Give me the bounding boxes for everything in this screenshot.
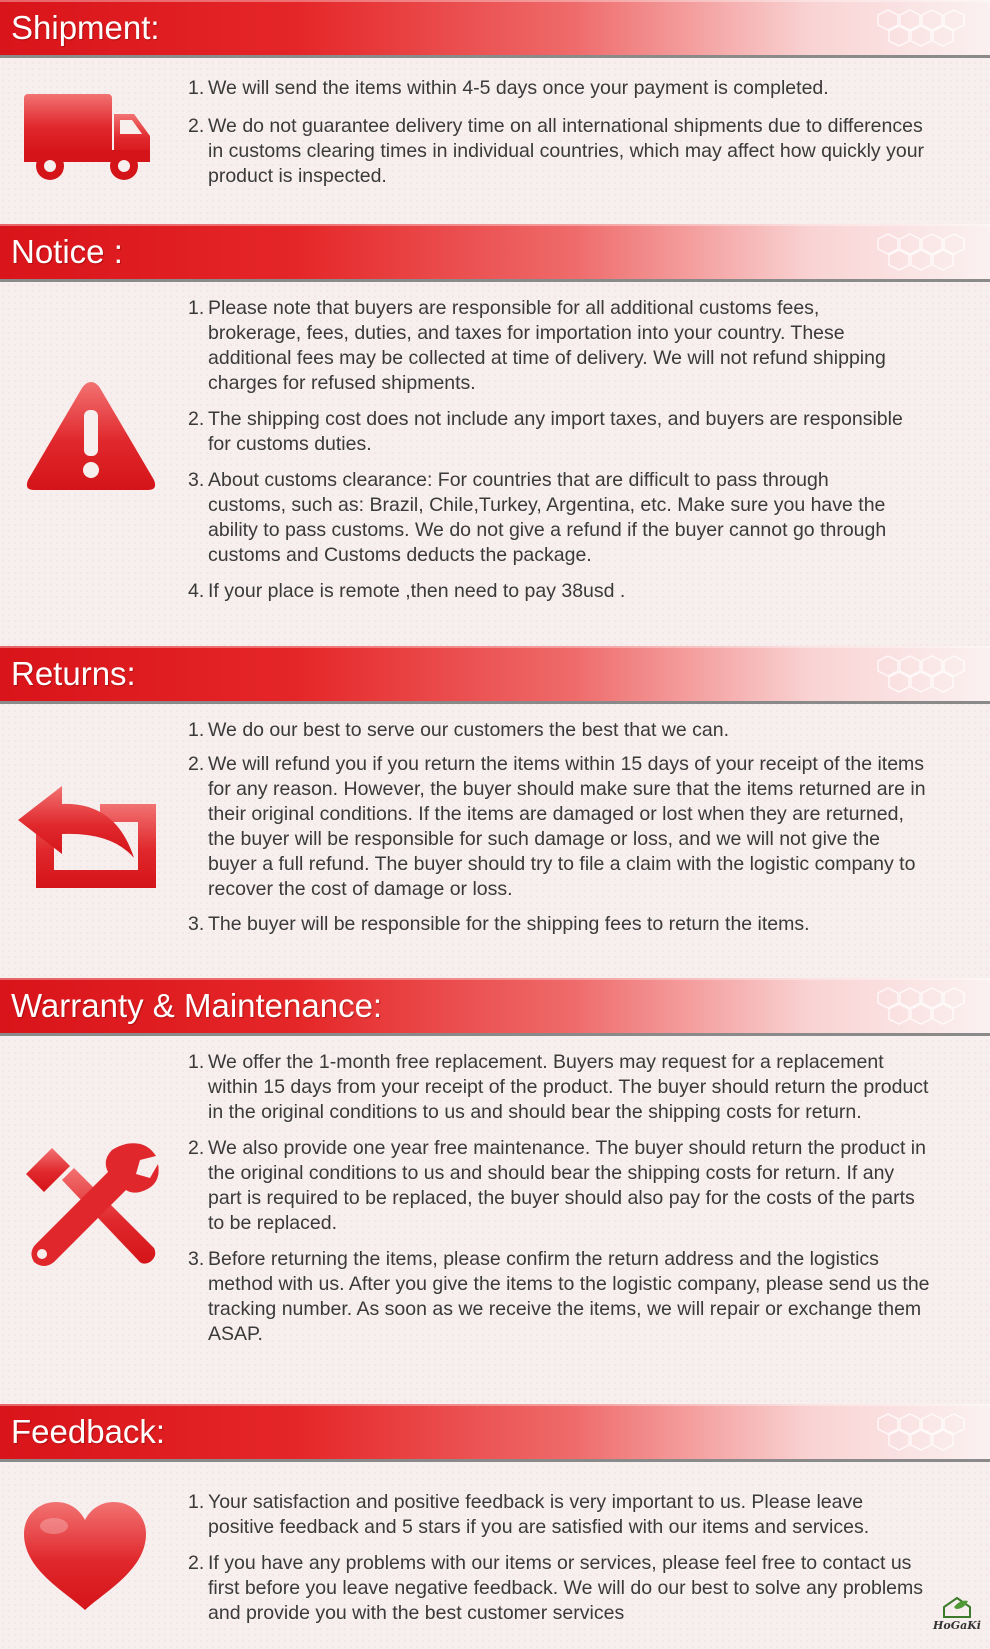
hexagon-pattern-icon bbox=[876, 1412, 976, 1452]
warranty-list bbox=[188, 1050, 933, 1347]
item-text: We also provide one year free maintenance. The buyer should return the product in the original conditions to us and should bear the shipping costs for return. If any part is required to be replaced, the buyer should also pay for the costs of the parts to be replaced. bbox=[208, 1137, 926, 1234]
warning-icon bbox=[24, 378, 158, 494]
hexagon-pattern-icon bbox=[876, 8, 976, 48]
item-number: 3. bbox=[188, 1248, 205, 1270]
shipment-banner bbox=[0, 0, 990, 58]
item-text: We do not guarantee delivery time on all international shipments due to differences in customs clearing times in individual countries, which may affect how quickly your product is inspected. bbox=[208, 115, 925, 187]
return-arrow-icon bbox=[16, 784, 158, 892]
list-item bbox=[188, 76, 928, 101]
list-item bbox=[188, 296, 908, 396]
returns-list bbox=[188, 718, 928, 937]
list-item bbox=[188, 912, 928, 937]
item-number: 3. bbox=[188, 469, 205, 491]
list-item bbox=[188, 1551, 928, 1626]
item-text: Please note that buyers are responsible for all additional customs fees, brokerage, fees, duties, and taxes for importation into your country. These additional fees may be collected at time of delivery. We will not refund shipping charges for refused shipments. bbox=[208, 297, 886, 394]
hexagon-pattern-icon bbox=[876, 654, 976, 694]
item-text: We will refund you if you return the items within 15 days of your receipt of the items for any reason. However, the buyer should make sure that the items returned are in their original conditions. If the items are damaged or lost when they are returned, the buyer will be responsible for such damage or loss, and we will not give the buyer a full refund. The buyer should try to file a claim with the logistic company to recover the cost of damage or loss. bbox=[208, 753, 926, 900]
item-text: The shipping cost does not include any import taxes, and buyers are responsible for customs duties. bbox=[208, 408, 903, 455]
item-text: We do our best to serve our customers the best that we can. bbox=[208, 719, 729, 741]
section-title: Feedback: bbox=[11, 1413, 166, 1450]
shipment-list bbox=[188, 76, 928, 189]
item-number: 1. bbox=[188, 77, 205, 99]
list-item bbox=[188, 114, 928, 189]
truck-icon bbox=[22, 92, 152, 184]
list-item bbox=[188, 1136, 933, 1236]
item-text: If your place is remote ,then need to pay 38usd . bbox=[208, 580, 626, 602]
list-item bbox=[188, 407, 908, 457]
brand-logo bbox=[930, 1595, 984, 1637]
section-title: Returns: bbox=[11, 655, 136, 692]
feedback-list bbox=[188, 1490, 928, 1626]
list-item bbox=[188, 718, 928, 743]
item-number: 2. bbox=[188, 1552, 205, 1574]
heart-icon bbox=[22, 1500, 148, 1612]
item-text: We offer the 1-month free replacement. Buyers may request for a replacement within 15 days from your receipt of the product. The buyer should return the product in the original conditions to us and should bear the shipping costs for return. bbox=[208, 1051, 929, 1123]
item-number: 3. bbox=[188, 913, 205, 935]
item-number: 4. bbox=[188, 580, 205, 602]
list-item bbox=[188, 468, 908, 568]
item-text: If you have any problems with our items or services, please feel free to contact us first before you leave negative feedback. We will do our best to solve any problems and provide you with the best customer services bbox=[208, 1552, 924, 1624]
feedback-banner bbox=[0, 1404, 990, 1462]
item-number: 2. bbox=[188, 408, 205, 430]
item-number: 1. bbox=[188, 1051, 205, 1073]
section-title: Warranty & Maintenance: bbox=[11, 987, 383, 1024]
tools-icon bbox=[22, 1138, 160, 1272]
returns-banner bbox=[0, 646, 990, 704]
list-item bbox=[188, 1247, 933, 1347]
item-text: The buyer will be responsible for the shipping fees to return the items. bbox=[208, 913, 810, 935]
warranty-banner bbox=[0, 978, 990, 1036]
section-title: Shipment: bbox=[11, 9, 160, 46]
item-text: About customs clearance: For countries that are difficult to pass through customs, such as: Brazil, Chile,Turkey, Argentina, etc. Make sure you have the ability to pass customs. We do not give a refund if the buyer cannot go through customs and Customs deducts the package. bbox=[208, 469, 887, 566]
list-item bbox=[188, 1050, 933, 1125]
notice-list bbox=[188, 296, 908, 604]
item-text: Before returning the items, please confirm the return address and the logistics method with us. After you give the items to the logistic company, please send us the tracking number. As soon as we receive the items, we will repair or exchange them ASAP. bbox=[208, 1248, 930, 1345]
item-number: 1. bbox=[188, 719, 205, 741]
item-number: 2. bbox=[188, 1137, 205, 1159]
list-item bbox=[188, 752, 928, 902]
item-number: 2. bbox=[188, 753, 205, 775]
logo-text: HoGaKi bbox=[933, 1619, 981, 1632]
notice-banner bbox=[0, 224, 990, 282]
house-logo-icon bbox=[930, 1595, 984, 1619]
hexagon-pattern-icon bbox=[876, 986, 976, 1026]
item-number: 2. bbox=[188, 115, 205, 137]
item-text: We will send the items within 4-5 days once your payment is completed. bbox=[208, 77, 829, 99]
hexagon-pattern-icon bbox=[876, 232, 976, 272]
list-item bbox=[188, 579, 908, 604]
item-number: 1. bbox=[188, 1491, 205, 1513]
list-item bbox=[188, 1490, 928, 1540]
section-title: Notice : bbox=[11, 233, 123, 270]
item-number: 1. bbox=[188, 297, 205, 319]
item-text: Your satisfaction and positive feedback is very important to us. Please leave positive feedback and 5 stars if you are satisfied with our items and services. bbox=[208, 1491, 870, 1538]
